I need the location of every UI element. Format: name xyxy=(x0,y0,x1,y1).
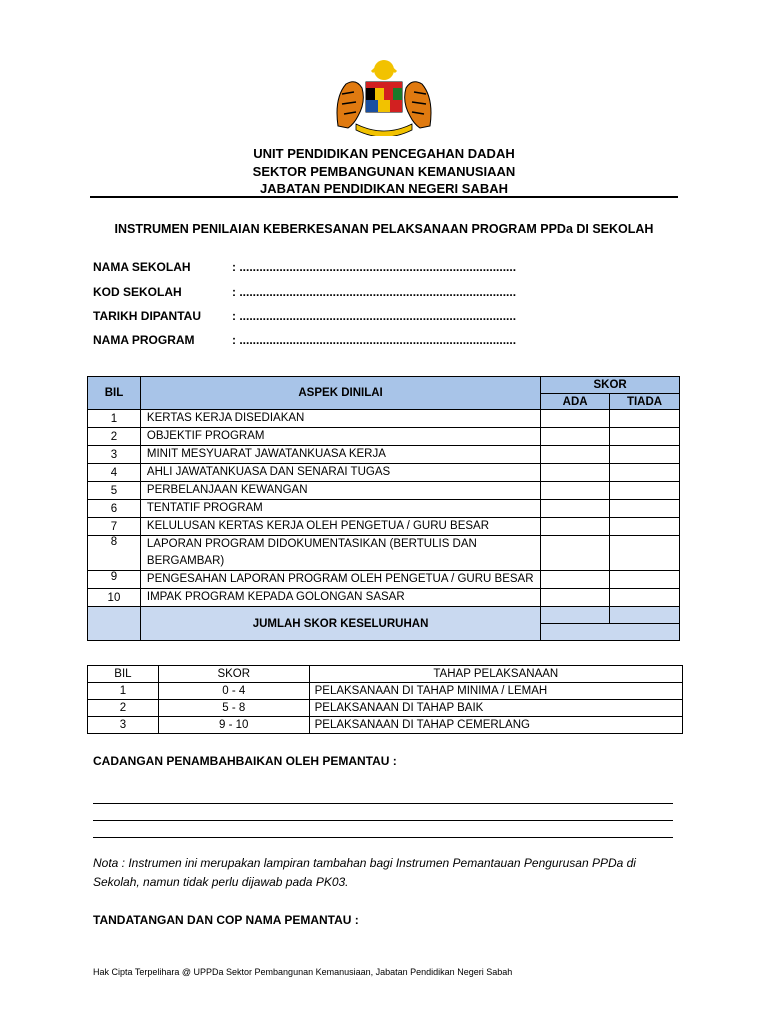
row-aspek: AHLI JAWATANKUASA DAN SENARAI TUGAS xyxy=(140,464,540,482)
row-skor: 5 - 8 xyxy=(158,700,309,717)
table-row xyxy=(88,410,680,428)
col-header-skor: SKOR xyxy=(541,377,680,394)
row-tahap: PELAKSANAAN DI TAHAP MINIMA / LEMAH xyxy=(309,683,682,700)
row-aspek: TENTATIF PROGRAM xyxy=(140,500,540,518)
score-tiada-cell[interactable] xyxy=(610,410,680,428)
header-line-3: JABATAN PENDIDIKAN NEGERI SABAH xyxy=(260,181,508,196)
coat-of-arms-logo xyxy=(328,58,440,136)
total-score-cell[interactable] xyxy=(541,624,680,641)
footer-copyright: Hak Cipta Terpelihara @ UPPDa Sektor Pembangunan Kemanusiaan, Jabatan Pendidikan Negeri Sabah xyxy=(93,967,513,977)
nota-text: Nota : Instrumen ini merupakan lampiran tambahan bagi Instrumen Pemantauan Pengurusan PPDa di Sekolah, namun tidak perlu dijawab pada PK03. xyxy=(93,856,636,889)
score-ada-cell[interactable] xyxy=(541,589,610,607)
row-bil: 9 xyxy=(88,571,141,589)
score-tiada-cell[interactable] xyxy=(610,571,680,589)
col-header-bil: BIL xyxy=(88,666,159,683)
field-value-tarikh-dipantau[interactable]: : ................................................................................... xyxy=(232,309,517,323)
score-ada-cell[interactable] xyxy=(541,428,610,446)
row-bil: 4 xyxy=(88,464,141,482)
row-tahap: PELAKSANAAN DI TAHAP BAIK xyxy=(309,700,682,717)
score-tiada-cell[interactable] xyxy=(610,518,680,536)
field-value-nama-sekolah[interactable]: : ................................................................................... xyxy=(232,260,517,274)
row-bil: 3 xyxy=(88,717,159,734)
cadangan-label: CADANGAN PENAMBAHBAIKAN OLEH PEMANTAU : xyxy=(93,754,397,768)
cadangan-line-2[interactable] xyxy=(93,820,673,821)
row-bil: 5 xyxy=(88,482,141,500)
table-row xyxy=(88,428,680,446)
table-row xyxy=(88,683,683,700)
score-tiada-cell[interactable] xyxy=(610,482,680,500)
header-divider xyxy=(90,196,678,198)
field-label-tarikh-dipantau: TARIKH DIPANTAU xyxy=(93,309,201,323)
score-ada-cell[interactable] xyxy=(541,518,610,536)
score-tiada-cell[interactable] xyxy=(610,500,680,518)
row-aspek: PERBELANJAAN KEWANGAN xyxy=(140,482,540,500)
col-header-tiada: TIADA xyxy=(610,394,680,410)
score-tiada-cell[interactable] xyxy=(610,464,680,482)
row-skor: 0 - 4 xyxy=(158,683,309,700)
cadangan-line-3[interactable] xyxy=(93,837,673,838)
score-tiada-cell[interactable] xyxy=(610,428,680,446)
score-tiada-cell[interactable] xyxy=(610,536,680,571)
col-header-tahap: TAHAP PELAKSANAAN xyxy=(309,666,682,683)
row-bil: 2 xyxy=(88,428,141,446)
table-row xyxy=(88,518,680,536)
col-header-bil: BIL xyxy=(88,377,141,410)
header-line-2: SEKTOR PEMBANGUNAN KEMANUSIAAN xyxy=(252,164,516,179)
table-row xyxy=(88,571,680,589)
col-header-aspek: ASPEK DINILAI xyxy=(140,377,540,410)
row-aspek: OBJEKTIF PROGRAM xyxy=(140,428,540,446)
table-row xyxy=(88,536,680,571)
total-score-label: JUMLAH SKOR KESELURUHAN xyxy=(140,607,540,641)
row-bil: 3 xyxy=(88,446,141,464)
row-bil: 6 xyxy=(88,500,141,518)
score-tiada-cell[interactable] xyxy=(610,589,680,607)
row-bil: 8 xyxy=(88,536,141,571)
row-aspek: KERTAS KERJA DISEDIAKAN xyxy=(140,410,540,428)
score-ada-cell[interactable] xyxy=(541,536,610,571)
table-row xyxy=(88,446,680,464)
document-title: INSTRUMEN PENILAIAN KEBERKESANAN PELAKSANAAN PROGRAM PPDa DI SEKOLAH xyxy=(114,222,654,236)
score-ada-cell[interactable] xyxy=(541,571,610,589)
score-ada-cell[interactable] xyxy=(541,446,610,464)
row-aspek: IMPAK PROGRAM KEPADA GOLONGAN SASAR xyxy=(140,589,540,607)
score-level-table xyxy=(87,665,683,734)
score-ada-cell[interactable] xyxy=(541,410,610,428)
field-value-nama-program[interactable]: : ................................................................................... xyxy=(232,333,517,347)
field-label-nama-sekolah: NAMA SEKOLAH xyxy=(93,260,191,274)
col-header-ada: ADA xyxy=(541,394,610,410)
row-bil: 1 xyxy=(88,410,141,428)
total-tiada-cell[interactable] xyxy=(610,607,680,624)
field-label-kod-sekolah: KOD SEKOLAH xyxy=(93,285,182,299)
row-aspek: KELULUSAN KERTAS KERJA OLEH PENGETUA / GURU BESAR xyxy=(140,518,540,536)
total-ada-cell[interactable] xyxy=(541,607,610,624)
table-row xyxy=(88,464,680,482)
total-spacer xyxy=(88,607,141,641)
score-ada-cell[interactable] xyxy=(541,464,610,482)
table-row xyxy=(88,589,680,607)
row-tahap: PELAKSANAAN DI TAHAP CEMERLANG xyxy=(309,717,682,734)
score-tiada-cell[interactable] xyxy=(610,446,680,464)
table-row xyxy=(88,482,680,500)
score-ada-cell[interactable] xyxy=(541,500,610,518)
cadangan-line-1[interactable] xyxy=(93,803,673,804)
row-bil: 7 xyxy=(88,518,141,536)
header-line-1: UNIT PENDIDIKAN PENCEGAHAN DADAH xyxy=(253,146,515,161)
row-skor: 9 - 10 xyxy=(158,717,309,734)
tandatangan-label: TANDATANGAN DAN COP NAMA PEMANTAU : xyxy=(93,913,359,927)
assessment-table xyxy=(87,376,680,641)
row-bil: 1 xyxy=(88,683,159,700)
row-aspek: LAPORAN PROGRAM DIDOKUMENTASIKAN (BERTULIS DAN BERGAMBAR) xyxy=(140,536,540,571)
field-value-kod-sekolah[interactable]: : ................................................................................... xyxy=(232,285,517,299)
row-aspek: PENGESAHAN LAPORAN PROGRAM OLEH PENGETUA / GURU BESAR xyxy=(140,571,540,589)
row-aspek: MINIT MESYUARAT JAWATANKUASA KERJA xyxy=(140,446,540,464)
field-label-nama-program: NAMA PROGRAM xyxy=(93,333,195,347)
row-bil: 2 xyxy=(88,700,159,717)
row-bil: 10 xyxy=(88,589,141,607)
table-row xyxy=(88,700,683,717)
table-row xyxy=(88,717,683,734)
table-row xyxy=(88,500,680,518)
col-header-skor: SKOR xyxy=(158,666,309,683)
score-ada-cell[interactable] xyxy=(541,482,610,500)
